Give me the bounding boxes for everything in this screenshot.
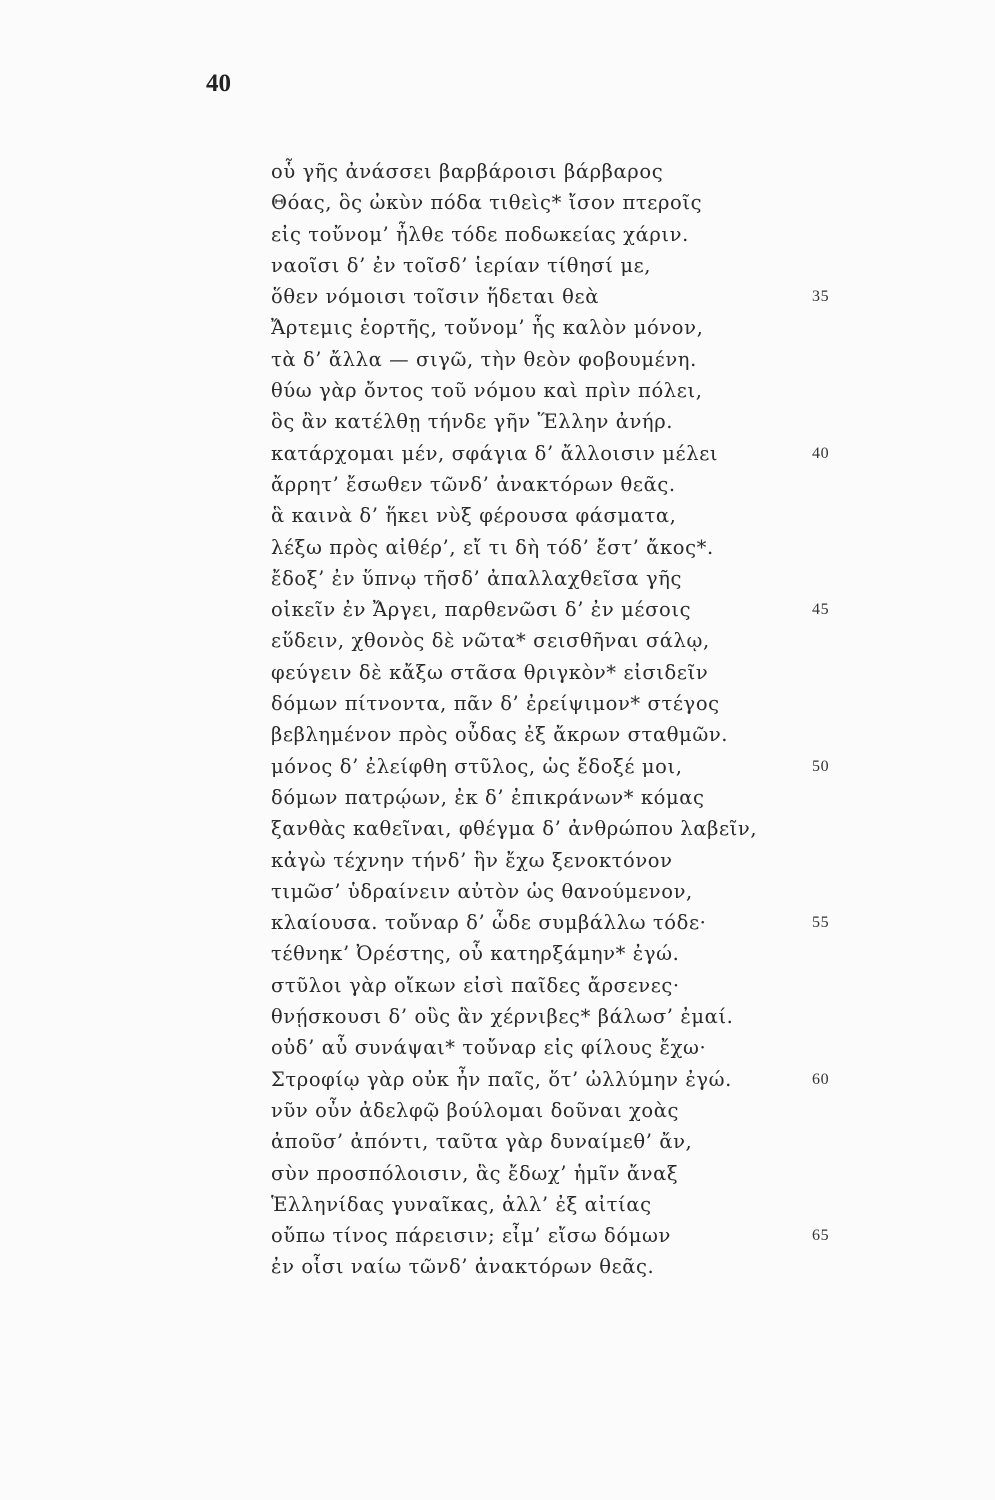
verse-text: ἐν οἷσι ναίω τῶνδ’ ἀνακτόρων θεᾶς. [271,1255,655,1279]
verse-line [271,845,831,876]
verse-line [271,1126,831,1157]
verse-line [271,782,831,813]
verse-line [271,1251,831,1282]
verse-text: ναοῖσι δ’ ἐν τοῖσδ’ ἱερίαν τίθησί με, [271,253,652,277]
verse-line [271,938,831,969]
line-number: 55 [812,914,830,932]
line-number: 35 [812,288,830,306]
verse-line [271,1158,831,1189]
verse-text: ἄρρητ’ ἔσωθεν τῶνδ’ ἀνακτόρων θεᾶς. [271,472,676,496]
verse-text: εὕδειν, χθονὸς δὲ νῶτα* σεισθῆναι σάλῳ, [271,629,710,653]
verse-line [271,219,831,250]
verse-line [271,532,831,563]
verse-text: στῦλοι γὰρ οἴκων εἰσὶ παῖδες ἄρσενες· [271,973,680,997]
verse-text: τιμῶσ’ ὑδραίνειν αὐτὸν ὡς θανούμενον, [271,879,693,903]
line-number: 40 [812,444,830,462]
verse-text: Ἑλληνίδας γυναῖκας, ἀλλ’ ἐξ αἰτίας [271,1192,652,1216]
verse-text: οὐδ’ αὖ συνάψαι* τοὔναρ εἰς φίλους ἔχω· [271,1036,707,1060]
verse-text: ξανθὰς καθεῖναι, φθέγμα δ’ ἀνθρώπου λαβεῖν, [271,817,758,841]
verse-text: φεύγειν δὲ κἄξω στᾶσα θριγκὸν* εἰσιδεῖν [271,660,709,684]
verse-text: εἰς τοὔνομ’ ἦλθε τόδε ποδωκείας χάριν. [271,222,689,246]
verse-text: τέθνηκ’ Ὀρέστης, οὗ κατηρξάμην* ἐγώ. [271,942,680,966]
verse-line [271,594,831,625]
verse-text: Θόας, ὃς ὠκὺν πόδα τιθεὶς* ἴσον πτεροῖς [271,191,703,215]
line-number: 60 [812,1070,830,1088]
verse-text: Στροφίῳ γὰρ οὐκ ἦν παῖς, ὅτ’ ὠλλύμην ἐγώ. [271,1067,732,1091]
line-number: 65 [812,1227,830,1245]
line-number: 45 [812,601,830,619]
verse-line [271,719,831,750]
verse-line [271,1095,831,1126]
verse-line [271,876,831,907]
verse-line [271,156,831,187]
verse-text: οὗ γῆς ἀνάσσει βαρβάροισι βάρβαρος [271,160,664,183]
verse-line [271,1032,831,1063]
verse-line [271,970,831,1001]
verse-text: μόνος δ’ ἐλείφθη στῦλος, ὡς ἔδοξέ μοι, [271,754,683,778]
verse-text: θύω γὰρ ὄντος τοῦ νόμου καὶ πρὶν πόλει, [271,379,703,403]
verse-line [271,1220,831,1251]
verse-line [271,406,831,437]
verse-line [271,500,831,531]
verse-text: κἀγὼ τέχνην τήνδ’ ἣν ἔχω ξενοκτόνον [271,848,673,872]
verse-text: ἔδοξ’ ἐν ὕπνῳ τῆσδ’ ἀπαλλαχθεῖσα γῆς [271,566,683,590]
verse-line [271,375,831,406]
verse-text: τὰ δ’ ἄλλα — σιγῶ, τὴν θεὸν φοβουμένη. [271,347,697,371]
page-number: 40 [206,70,231,97]
verse-text: βεβλημένον πρὸς οὖδας ἐξ ἄκρων σταθμῶν. [271,723,729,747]
verse-line [271,1001,831,1032]
verse-text: λέξω πρὸς αἰθέρ’, εἴ τι δὴ τόδ’ ἔστ’ ἄκος*. [271,535,714,559]
verse-line [271,751,831,782]
verse-line [271,187,831,218]
verse-line [271,438,831,469]
verse-text: ὅθεν νόμοισι τοῖσιν ἥδεται θεὰ [271,285,599,309]
verse-line [271,1189,831,1220]
verse-line [271,469,831,500]
verse-line [271,250,831,281]
verse-line [271,907,831,938]
verse-line [271,625,831,656]
verse-line [271,563,831,594]
verse-text: νῦν οὖν ἀδελφῷ βούλομαι δοῦναι χοὰς [271,1098,680,1122]
verse-text: σὺν προσπόλοισιν, ἃς ἔδωχ’ ἡμῖν ἄναξ [271,1161,679,1185]
verse-line [271,657,831,688]
verse-text: κλαίουσα. τοὔναρ δ’ ὧδε συμβάλλω τόδε· [271,911,707,935]
verse-text: κατάρχομαι μέν, σφάγια δ’ ἄλλοισιν μέλει [271,441,719,465]
line-number: 50 [812,757,830,775]
verse-text: δόμων πατρῴων, ἐκ δ’ ἐπικράνων* κόμας [271,785,705,809]
verse-line [271,1064,831,1095]
verse-text: ἀποῦσ’ ἀπόντι, ταῦτα γὰρ δυναίμεθ’ ἄν, [271,1130,693,1154]
verse-line [271,344,831,375]
verse-text: οὔπω τίνος πάρεισιν; εἶμ’ εἴσω δόμων [271,1224,671,1248]
verse-text: Ἄρτεμις ἑορτῆς, τοὔνομ’ ἧς καλὸν μόνον, [271,316,704,340]
verse-text: θνῄσκουσι δ’ οὓς ἂν χέρνιβες* βάλωσ’ ἐμαί. [271,1005,734,1029]
verse-line [271,281,831,312]
verse-text: ἃ καινὰ δ’ ἥκει νὺξ φέρουσα φάσματα, [271,504,677,528]
verse-line [271,688,831,719]
verse-line [271,312,831,343]
verse-text: οἰκεῖν ἐν Ἄργει, παρθενῶσι δ’ ἐν μέσοις [271,598,692,622]
verse-text: δόμων πίτνοντα, πᾶν δ’ ἐρείψιμον* στέγος [271,692,720,716]
verse-block [271,156,831,1283]
verse-line [271,813,831,844]
verse-text: ὃς ἂν κατέλθῃ τήνδε γῆν Ἕλλην ἀνήρ. [271,410,674,434]
